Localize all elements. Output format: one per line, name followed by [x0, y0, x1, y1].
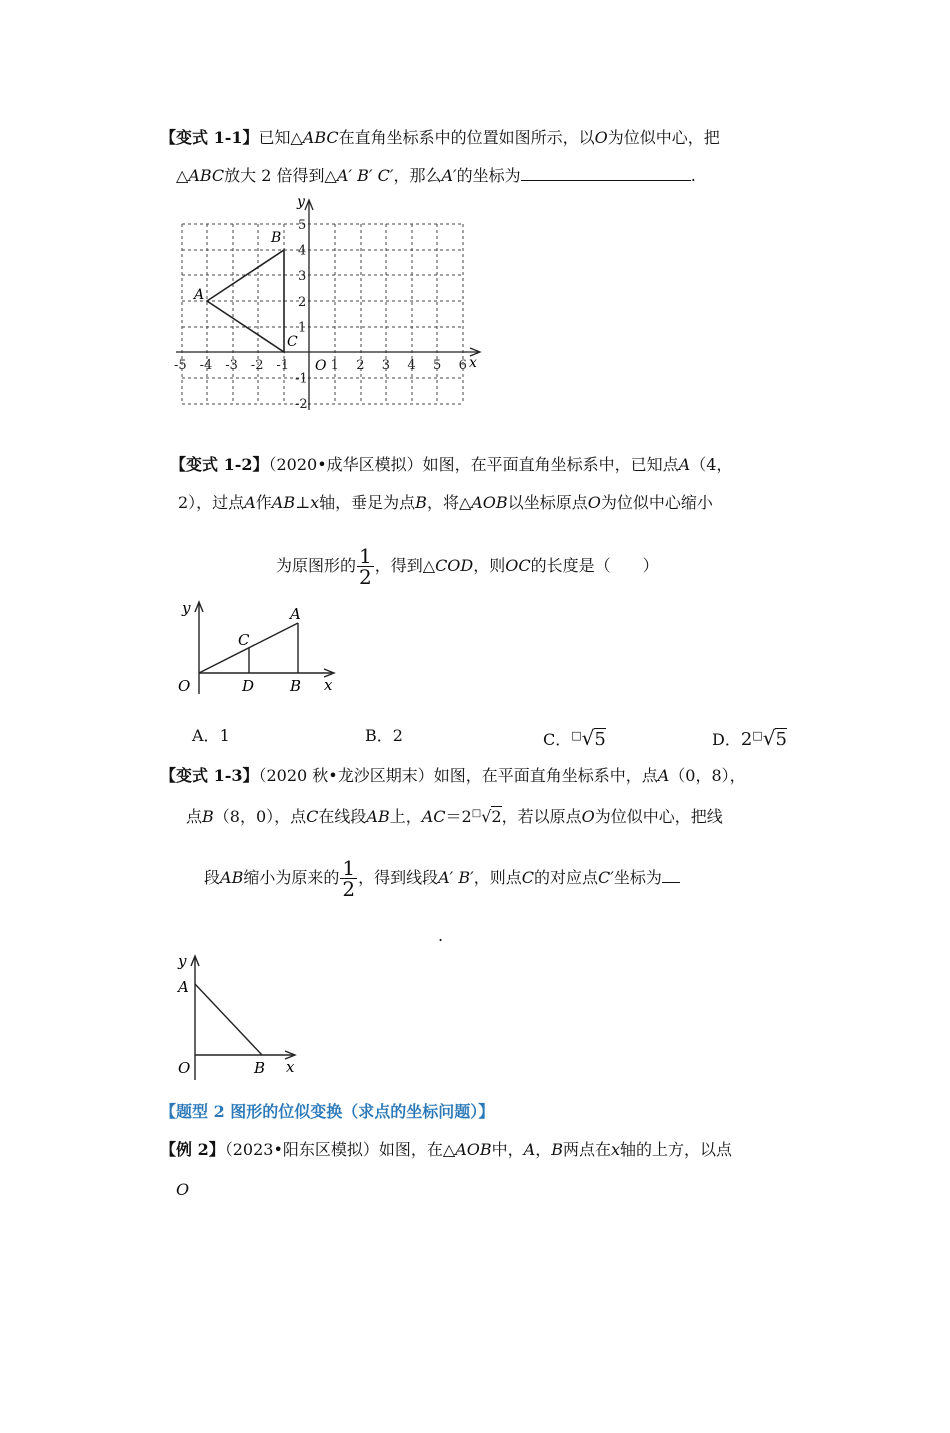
v12-line3: 为原图形的 $\frac{1}{2}$ ，得到△COD，则OC的长度是（ ）	[276, 544, 659, 589]
v13-x-label: x	[286, 1058, 295, 1076]
v12-point-o: O	[178, 677, 191, 695]
v12-y-label: y	[182, 599, 191, 617]
v11-y-axis-label: y	[297, 194, 305, 210]
v11-origin-label: O	[315, 358, 327, 374]
v11-line2: △ABC放大 2 倍得到△A′ B′ C′，那么A′的坐标为 .	[176, 166, 696, 185]
v11-x-tick-0: -5	[174, 358, 187, 373]
v11-line1: 【变式 1-1】已知△ABC在直角坐标系中的位置如图所示，以O为位似中心，把	[160, 128, 720, 147]
v11-x-axis-label: x	[469, 355, 477, 371]
v13-line4: .	[438, 926, 444, 945]
v11-x-tick-7: 3	[381, 358, 391, 373]
v11-y-tick-0: 5	[298, 218, 307, 233]
v12-option-d[interactable]: D．2□√5	[712, 726, 787, 750]
v11-tag: 【变式 1-1】	[160, 128, 259, 147]
v12-option-c[interactable]: C．□√5	[543, 726, 606, 750]
v12-point-a: A	[290, 605, 301, 623]
v11-x-tick-5: 1	[330, 358, 339, 373]
v11-y-tick-5: -1	[295, 371, 308, 387]
v13-line1: 【变式 1-3】（2020 秋•龙沙区期末）如图，在平面直角坐标系中，点A（0，8），	[160, 766, 746, 785]
v12-point-c: C	[238, 631, 250, 649]
v12-line2: 2），过点A作AB⊥x轴，垂足为点B，将△AOB以坐标原点O为位似中心缩小	[178, 493, 713, 512]
v12-point-b: B	[290, 677, 302, 695]
v11-point-c: C	[287, 334, 298, 350]
v13-tag: 【变式 1-3】	[160, 766, 259, 785]
v13-line3: 段AB缩小为原来的 $\frac{1}{2}$ ，得到线段A′ B′，则点C的对应点C′坐标为	[204, 858, 680, 899]
ex2-line1: 【例 2】（2023•阳东区模拟）如图，在△AOB中，A，B两点在x轴的上方，以点	[160, 1140, 733, 1159]
v11-grid	[182, 224, 463, 404]
v11-y-tick-2: 3	[298, 269, 307, 285]
v13-graph	[170, 948, 305, 1083]
v13-point-b: B	[254, 1059, 266, 1077]
v13-line2: 点B（8，0），点C在线段AB上，AC＝2□√2，若以原点O为位似中心，把线	[186, 807, 723, 826]
ex2-line2: O	[176, 1180, 190, 1199]
v13-y-label: y	[178, 952, 187, 970]
v12-point-d: D	[242, 677, 255, 695]
v11-coordinate-graph	[170, 190, 490, 415]
v11-x-tick-3: -2	[250, 358, 264, 373]
v12-fraction: $\frac{1}{2}$	[359, 544, 372, 589]
v11-point-a: A	[194, 287, 205, 303]
v11-x-tick-1: -4	[199, 358, 213, 373]
v12-x-label: x	[324, 676, 333, 694]
v11-x-tick-6: 2	[356, 358, 365, 373]
ex2-tag: 【例 2】	[160, 1140, 225, 1159]
v11-y-tick-3: 2	[298, 294, 307, 310]
v11-y-tick-1: 4	[298, 243, 307, 259]
v11-y-tick-4: 1	[298, 320, 307, 336]
v12-line1: 【变式 1-2】（2020•成华区模拟）如图，在平面直角坐标系中，已知点A（4，	[170, 455, 733, 474]
v12-graph	[172, 598, 342, 698]
v11-x-tick-10: 6	[458, 358, 467, 373]
v13-point-a: A	[178, 978, 189, 996]
v12-option-a[interactable]: A．1	[192, 726, 230, 745]
v11-x-tick-2: -3	[225, 358, 238, 373]
v13-point-o: O	[178, 1059, 191, 1077]
section-title: 【题型 2 图形的位似变换（求点的坐标问题）】	[160, 1102, 495, 1121]
v11-y-tick-6: -2	[295, 397, 308, 413]
v11-x-tick-9: 5	[433, 358, 442, 373]
v11-answer-blank[interactable]	[521, 166, 691, 181]
v13-fraction: $\frac{1}{2}$	[342, 856, 356, 901]
v11-x-tick-8: 4	[407, 358, 416, 373]
v11-y-tick-labels	[295, 218, 308, 412]
v13-segment-ab	[195, 984, 262, 1055]
v11-x-tick-4: -1	[276, 358, 290, 373]
v12-option-b[interactable]: B．2	[365, 726, 403, 745]
v13-answer-blank[interactable]	[662, 868, 680, 883]
v12-tag: 【变式 1-2】	[170, 455, 269, 474]
v11-point-b: B	[271, 230, 282, 246]
